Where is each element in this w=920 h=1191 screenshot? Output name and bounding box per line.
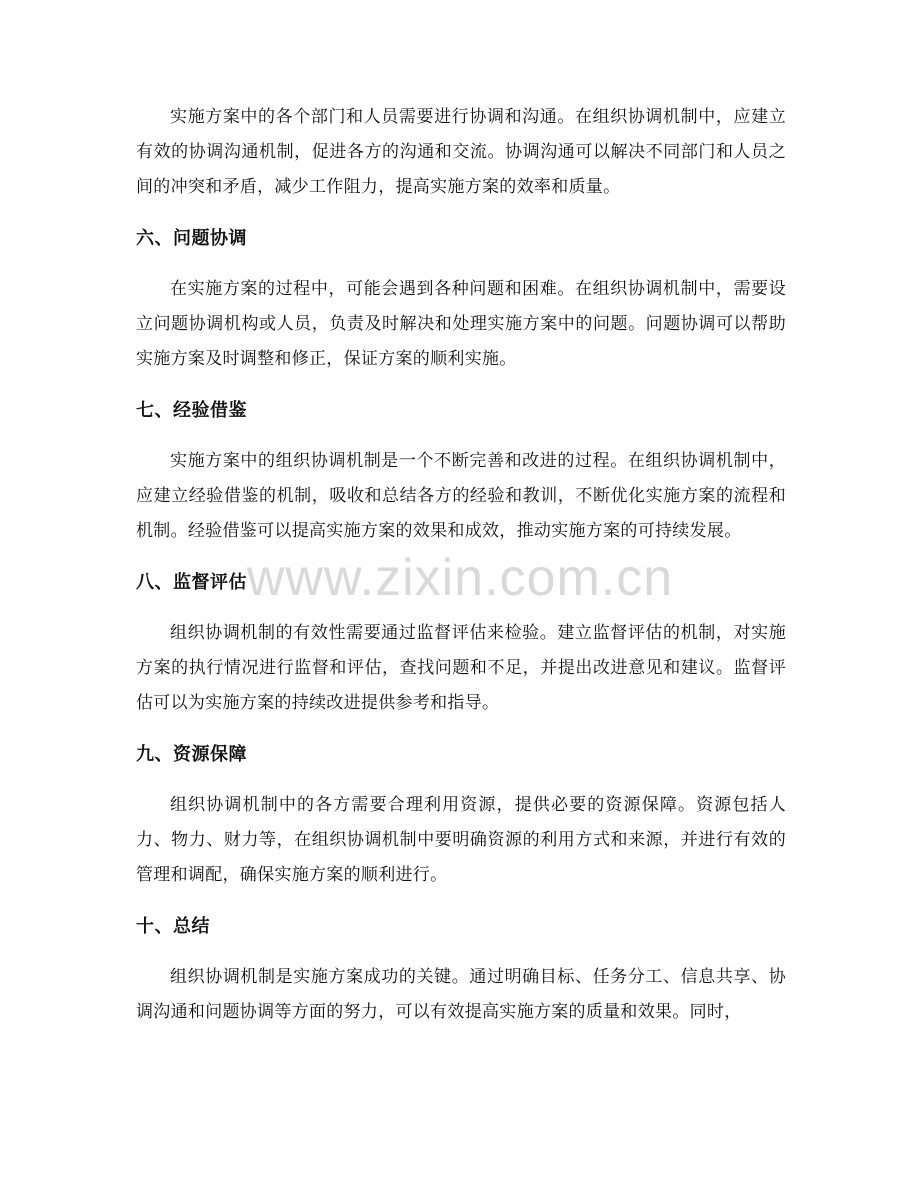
section-heading-8: 八、监督评估 (136, 572, 247, 593)
spacer (136, 428, 786, 444)
spacer (136, 600, 786, 616)
spacer (136, 772, 786, 788)
document-body (136, 100, 786, 1030)
spacer (136, 893, 786, 909)
section-paragraph-8: 组织协调机制的有效性需要通过监督评估来检验。建立监督评估的机制，对实施方案的执行情况进行监督和评估，查找问题和不足，并提出改进意见和建议。监督评估可以为实施方案的持续改进提供参考和指导。 (136, 623, 786, 713)
section-heading-9: 九、资源保障 (136, 744, 247, 765)
intro-paragraph: 实施方案中的各个部门和人员需要进行协调和沟通。在组织协调机制中，应建立有效的协调沟通机制，促进各方的沟通和交流。协调沟通可以解决不同部门和人员之间的冲突和矛盾，减少工作阻力，提高实施方案的效率和质量。 (136, 107, 786, 197)
spacer (136, 721, 786, 737)
spacer (136, 256, 786, 272)
spacer (136, 205, 786, 221)
spacer (136, 377, 786, 393)
section-heading-10: 十、总结 (136, 916, 210, 937)
section-heading-7: 七、经验借鉴 (136, 400, 247, 421)
section-paragraph-10: 组织协调机制是实施方案成功的关键。通过明确目标、任务分工、信息共享、协调沟通和问题协调等方面的努力，可以有效提高实施方案的质量和效果。同时， (136, 967, 786, 1022)
spacer (136, 549, 786, 565)
section-paragraph-6: 在实施方案的过程中，可能会遇到各种问题和困难。在组织协调机制中，需要设立问题协调机构或人员，负责及时解决和处理实施方案中的问题。问题协调可以帮助实施方案及时调整和修正，保证方案的顺利实施。 (136, 279, 786, 369)
spacer (136, 944, 786, 960)
section-paragraph-7: 实施方案中的组织协调机制是一个不断完善和改进的过程。在组织协调机制中，应建立经验借鉴的机制，吸收和总结各方的经验和教训，不断优化实施方案的流程和机制。经验借鉴可以提高实施方案的效果和成效，推动实施方案的可持续发展。 (136, 451, 786, 541)
section-paragraph-9: 组织协调机制中的各方需要合理利用资源，提供必要的资源保障。资源包括人力、物力、财力等，在组织协调机制中要明确资源的利用方式和来源，并进行有效的管理和调配，确保实施方案的顺利进行。 (136, 795, 786, 885)
section-heading-6: 六、问题协调 (136, 228, 247, 249)
watermark-text: www.zixin.com.cn (246, 549, 674, 607)
